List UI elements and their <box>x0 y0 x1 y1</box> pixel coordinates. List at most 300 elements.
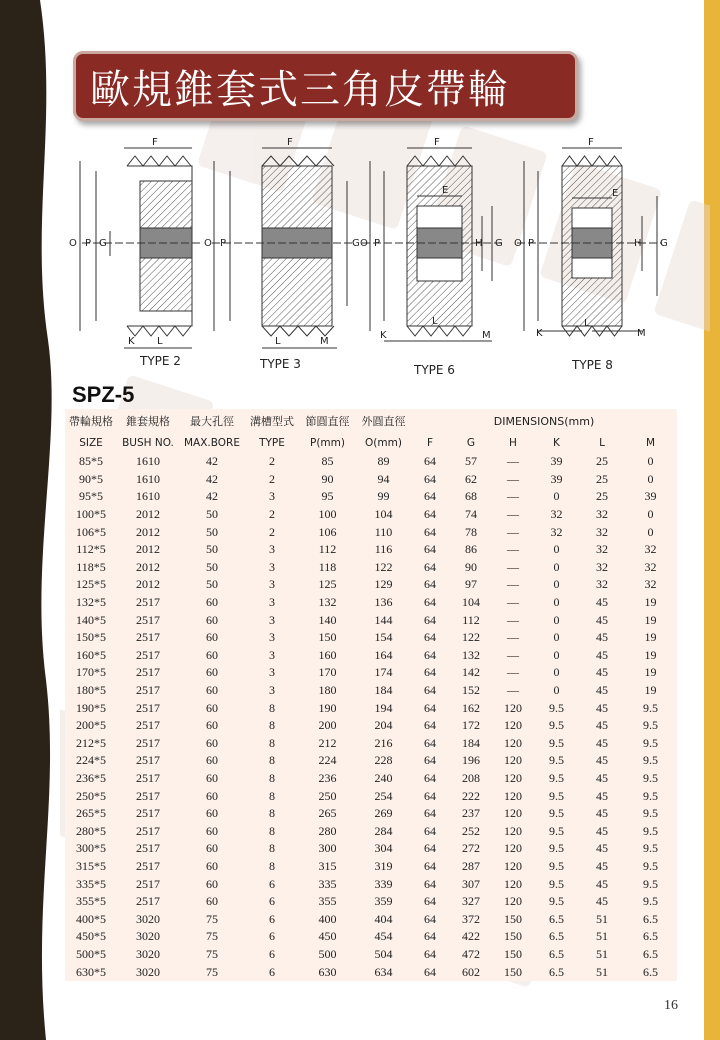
svg-text:K: K <box>380 330 387 341</box>
table-cell: 32 <box>644 559 657 574</box>
table-cell: 125*5 <box>76 577 106 592</box>
table-cell: 112 <box>462 612 480 627</box>
table-cell: 64 <box>424 858 436 873</box>
table-cell: 2517 <box>136 894 160 909</box>
table-cell: 224*5 <box>76 753 106 768</box>
svg-text:F: F <box>287 137 293 148</box>
table-cell: 9.5 <box>643 858 658 873</box>
table-cell: 51 <box>596 929 608 944</box>
table-cell: 75 <box>206 929 218 944</box>
table-cell: 0 <box>553 559 560 574</box>
table-cell: 45 <box>596 823 608 838</box>
table-cell: 9.5 <box>549 806 564 821</box>
spec-table <box>65 409 677 981</box>
table-cell: 2517 <box>136 858 160 873</box>
table-cell: 9.5 <box>549 718 564 733</box>
table-cell: 265 <box>318 806 337 821</box>
svg-text:O: O <box>360 238 368 249</box>
table-cell: — <box>507 489 519 504</box>
table-cell: 120 <box>504 770 522 785</box>
table-cell: 120 <box>504 823 522 838</box>
table-cell: 60 <box>206 630 218 645</box>
table-cell: 64 <box>424 647 436 662</box>
table-cell: 327 <box>462 894 480 909</box>
table-cell: 85*5 <box>79 454 103 469</box>
table-cell: 307 <box>462 876 480 891</box>
table-cell: 1610 <box>136 471 160 486</box>
table-cell: 45 <box>596 595 608 610</box>
table-cell: 60 <box>206 894 218 909</box>
table-cell: 162 <box>462 700 480 715</box>
table-cell: 8 <box>269 858 275 873</box>
table-cell: 359 <box>374 894 393 909</box>
table-cell: 9.5 <box>549 876 564 891</box>
table-cell: 64 <box>424 911 436 926</box>
table-cell: 120 <box>504 876 522 891</box>
table-row <box>65 805 677 823</box>
svg-text:L: L <box>584 318 590 329</box>
table-cell: 0 <box>553 595 560 610</box>
table-cell: 120 <box>504 841 522 856</box>
table-cell: 9.5 <box>549 735 564 750</box>
table-cell: 0 <box>553 612 560 627</box>
table-cell: 0 <box>553 665 560 680</box>
table-cell: 45 <box>596 788 608 803</box>
table-row <box>65 647 677 665</box>
table-row <box>65 910 677 928</box>
table-cell: 454 <box>374 929 393 944</box>
table-cell: 32 <box>644 577 657 592</box>
table-cell: 190*5 <box>76 700 106 715</box>
table-cell: 315*5 <box>76 858 106 873</box>
column-header: O(mm) <box>365 437 402 449</box>
page-number: 16 <box>664 998 678 1013</box>
table-cell: 120 <box>504 894 522 909</box>
table-cell: 150 <box>504 964 522 979</box>
svg-text:L: L <box>432 316 438 327</box>
table-cell: 120 <box>504 806 522 821</box>
table-cell: 60 <box>206 718 218 733</box>
table-cell: 184 <box>462 735 480 750</box>
table-row <box>65 717 677 735</box>
table-cell: 42 <box>206 489 218 504</box>
table-row <box>65 752 677 770</box>
table-cell: 32 <box>550 507 563 522</box>
table-cell: 8 <box>269 753 275 768</box>
table-cell: 8 <box>269 841 275 856</box>
table-cell: 9.5 <box>549 770 564 785</box>
table-cell: 64 <box>424 753 436 768</box>
table-cell: 118 <box>318 559 337 574</box>
table-cell: 60 <box>206 876 218 891</box>
table-cell: 500 <box>318 946 337 961</box>
table-cell: 45 <box>596 700 608 715</box>
table-cell: 222 <box>462 788 480 803</box>
table-row <box>65 963 677 981</box>
table-cell: 355*5 <box>76 894 106 909</box>
table-cell: 2517 <box>136 735 160 750</box>
type-3-drawing <box>212 148 352 348</box>
table-cell: 272 <box>462 841 480 856</box>
table-cell: 339 <box>374 876 393 891</box>
svg-text:F: F <box>434 137 440 148</box>
table-row <box>65 893 677 911</box>
table-cell: 152 <box>462 683 480 698</box>
table-cell: 64 <box>424 841 436 856</box>
table-cell: — <box>507 612 519 627</box>
table-cell: 9.5 <box>549 894 564 909</box>
table-cell: 0 <box>553 489 560 504</box>
table-cell: 3 <box>269 559 275 574</box>
table-cell: 6.5 <box>643 911 658 926</box>
column-header: BUSH NO. <box>122 437 174 449</box>
table-cell: 3 <box>269 595 275 610</box>
table-cell: 57 <box>465 454 477 469</box>
table-cell: 45 <box>596 894 608 909</box>
type-labels <box>139 354 613 377</box>
table-cell: 602 <box>462 964 480 979</box>
table-cell: 254 <box>374 788 393 803</box>
table-cell: 240 <box>374 770 393 785</box>
table-cell: 39 <box>644 489 657 504</box>
table-cell: 150*5 <box>76 630 106 645</box>
table-cell: 8 <box>269 806 275 821</box>
table-cell: 89 <box>377 454 390 469</box>
table-cell: 42 <box>206 471 218 486</box>
table-cell: 8 <box>269 700 275 715</box>
table-cell: 6.5 <box>549 929 564 944</box>
table-cell: 9.5 <box>549 858 564 873</box>
table-cell: 164 <box>374 647 393 662</box>
table-cell: 6 <box>269 964 275 979</box>
table-cell: 2517 <box>136 700 160 715</box>
column-header: M <box>645 437 656 449</box>
table-cell: 9.5 <box>643 718 658 733</box>
table-cell: 68 <box>465 489 477 504</box>
spec-table-body <box>65 453 677 981</box>
table-cell: 9.5 <box>549 823 564 838</box>
table-cell: 154 <box>374 630 393 645</box>
type-6-label: TYPE 6 <box>414 363 455 377</box>
table-cell: 0 <box>647 524 654 539</box>
table-cell: 3 <box>269 489 275 504</box>
table-cell: — <box>507 665 519 680</box>
table-cell: 212*5 <box>76 735 106 750</box>
table-cell: 60 <box>206 770 218 785</box>
pulley-diagrams <box>62 136 682 386</box>
table-cell: 64 <box>424 630 436 645</box>
table-cell: 25 <box>596 489 608 504</box>
table-row <box>65 858 677 876</box>
table-cell: 2012 <box>136 559 160 574</box>
table-cell: 2517 <box>136 770 160 785</box>
model-heading: SPZ-5 <box>72 382 135 407</box>
table-cell: 50 <box>206 577 218 592</box>
svg-text:E: E <box>442 185 449 196</box>
table-cell: 120 <box>504 718 522 733</box>
table-cell: 64 <box>424 595 436 610</box>
table-cell: 500*5 <box>76 946 106 961</box>
table-cell: 9.5 <box>643 788 658 803</box>
table-cell: 8 <box>269 788 275 803</box>
table-cell: 280 <box>318 823 337 838</box>
svg-text:M: M <box>637 328 646 339</box>
table-cell: 9.5 <box>643 806 658 821</box>
table-cell: 150 <box>318 630 337 645</box>
table-cell: 60 <box>206 823 218 838</box>
column-header: G <box>466 437 476 449</box>
table-cell: 190 <box>318 700 337 715</box>
table-cell: 9.5 <box>643 700 658 715</box>
table-cell: 25 <box>596 471 608 486</box>
table-cell: 19 <box>644 665 657 680</box>
table-cell: 1610 <box>136 489 160 504</box>
svg-text:G: G <box>352 238 360 249</box>
table-cell: 64 <box>424 894 436 909</box>
table-cell: 64 <box>424 806 436 821</box>
table-cell: 122 <box>462 630 480 645</box>
table-cell: 64 <box>424 823 436 838</box>
table-cell: 0 <box>647 454 654 469</box>
table-cell: 19 <box>644 595 657 610</box>
svg-text:H: H <box>475 238 483 249</box>
table-cell: 39 <box>550 454 563 469</box>
svg-text:G: G <box>660 238 668 249</box>
table-cell: 250*5 <box>76 788 106 803</box>
table-cell: 64 <box>424 524 436 539</box>
table-cell: 64 <box>424 946 436 961</box>
table-cell: 0 <box>553 630 560 645</box>
table-row <box>65 576 677 594</box>
table-row <box>65 523 677 541</box>
table-row <box>65 946 677 964</box>
svg-text:O: O <box>69 238 77 249</box>
header-cn-type: 溝槽型式 <box>250 415 294 428</box>
table-cell: 94 <box>377 471 390 486</box>
table-cell: 144 <box>374 612 393 627</box>
table-cell: 106 <box>318 524 337 539</box>
table-cell: 64 <box>424 454 436 469</box>
table-cell: 45 <box>596 753 608 768</box>
table-cell: 180 <box>318 683 337 698</box>
table-cell: — <box>507 507 519 522</box>
table-cell: 60 <box>206 612 218 627</box>
svg-text:H: H <box>634 238 642 249</box>
right-decorative-band <box>704 0 720 1040</box>
table-cell: 112 <box>318 542 337 557</box>
table-cell: — <box>507 595 519 610</box>
table-cell: 45 <box>596 770 608 785</box>
table-cell: 287 <box>462 858 480 873</box>
table-cell: 45 <box>596 665 608 680</box>
table-cell: 60 <box>206 665 218 680</box>
column-header: TYPE <box>259 437 285 449</box>
table-cell: 19 <box>644 647 657 662</box>
table-cell: 45 <box>596 806 608 821</box>
table-cell: 9.5 <box>643 753 658 768</box>
table-row <box>65 629 677 647</box>
table-cell: 50 <box>206 507 218 522</box>
table-cell: 32 <box>550 524 563 539</box>
table-cell: 2517 <box>136 630 160 645</box>
table-cell: 142 <box>462 665 480 680</box>
title-banner <box>73 51 578 121</box>
table-cell: 9.5 <box>549 841 564 856</box>
table-cell: 51 <box>596 964 608 979</box>
table-row <box>65 471 677 489</box>
table-cell: 3020 <box>136 929 160 944</box>
table-cell: 140*5 <box>76 612 106 627</box>
table-cell: 116 <box>374 542 393 557</box>
table-cell: 160 <box>318 647 337 662</box>
table-cell: 95*5 <box>79 489 103 504</box>
table-cell: 2517 <box>136 595 160 610</box>
table-cell: 132 <box>462 647 480 662</box>
table-cell: 9.5 <box>643 841 658 856</box>
table-cell: 125 <box>318 577 337 592</box>
table-cell: 2 <box>269 524 275 539</box>
table-cell: 194 <box>374 700 393 715</box>
table-row <box>65 453 677 471</box>
table-cell: 106*5 <box>76 524 106 539</box>
table-row <box>65 488 677 506</box>
column-header: K <box>553 437 560 449</box>
table-cell: 2012 <box>136 577 160 592</box>
table-cell: 2 <box>269 471 275 486</box>
table-row <box>65 506 677 524</box>
svg-text:L: L <box>157 336 163 347</box>
header-cn-size: 帶輪規格 <box>69 415 113 428</box>
table-cell: 51 <box>596 911 608 926</box>
table-cell: 45 <box>596 683 608 698</box>
table-cell: 90 <box>465 559 477 574</box>
svg-text:K: K <box>128 336 135 347</box>
table-cell: 90 <box>321 471 334 486</box>
table-cell: 250 <box>318 788 337 803</box>
table-cell: 64 <box>424 735 436 750</box>
table-cell: 315 <box>318 858 337 873</box>
table-cell: 9.5 <box>643 894 658 909</box>
table-cell: 60 <box>206 735 218 750</box>
table-row <box>65 770 677 788</box>
table-cell: 60 <box>206 858 218 873</box>
table-row <box>65 840 677 858</box>
column-header: P(mm) <box>310 437 345 449</box>
table-cell: 0 <box>553 542 560 557</box>
svg-text:L: L <box>275 336 281 347</box>
table-cell: 150 <box>504 929 522 944</box>
table-cell: 32 <box>596 559 608 574</box>
table-cell: 32 <box>596 577 608 592</box>
svg-text:M: M <box>320 336 329 347</box>
column-header: L <box>599 437 605 449</box>
table-cell: 6.5 <box>643 946 658 961</box>
spec-table-container <box>65 409 677 981</box>
table-cell: 150 <box>504 911 522 926</box>
table-cell: 174 <box>374 665 393 680</box>
table-cell: 51 <box>596 946 608 961</box>
table-cell: 120 <box>504 858 522 873</box>
table-cell: 120 <box>504 753 522 768</box>
table-cell: 60 <box>206 700 218 715</box>
table-cell: 129 <box>374 577 393 592</box>
table-cell: 64 <box>424 489 436 504</box>
table-row <box>65 541 677 559</box>
table-cell: 172 <box>462 718 480 733</box>
table-cell: 8 <box>269 718 275 733</box>
table-cell: 100 <box>318 507 337 522</box>
table-cell: 132 <box>318 595 337 610</box>
table-cell: 2012 <box>136 507 160 522</box>
table-cell: 32 <box>596 542 608 557</box>
table-cell: — <box>507 630 519 645</box>
table-cell: 212 <box>318 735 337 750</box>
svg-text:G: G <box>99 238 107 249</box>
table-cell: 60 <box>206 647 218 662</box>
table-cell: 2517 <box>136 753 160 768</box>
table-cell: 118*5 <box>76 559 106 574</box>
svg-text:M: M <box>482 330 491 341</box>
svg-text:E: E <box>612 188 619 199</box>
header-dimensions: DIMENSIONS(mm) <box>493 414 595 428</box>
svg-text:F: F <box>588 137 594 148</box>
table-cell: 112*5 <box>76 542 106 557</box>
svg-text:P: P <box>528 238 535 249</box>
table-cell: 64 <box>424 542 436 557</box>
table-cell: — <box>507 542 519 557</box>
table-cell: 630*5 <box>76 964 106 979</box>
header-cn-pitch: 節圓直徑 <box>305 415 350 428</box>
table-cell: 64 <box>424 577 436 592</box>
table-cell: 6 <box>269 876 275 891</box>
table-cell: 160*5 <box>76 647 106 662</box>
table-cell: 3 <box>269 542 275 557</box>
svg-text:O: O <box>204 238 212 249</box>
table-cell: 64 <box>424 507 436 522</box>
table-row <box>65 699 677 717</box>
table-cell: 2517 <box>136 788 160 803</box>
table-cell: 64 <box>424 700 436 715</box>
table-cell: 120 <box>504 735 522 750</box>
table-cell: 2517 <box>136 806 160 821</box>
table-cell: 45 <box>596 647 608 662</box>
table-cell: 2517 <box>136 841 160 856</box>
table-cell: 196 <box>462 753 480 768</box>
table-cell: 404 <box>374 911 393 926</box>
table-cell: 64 <box>424 683 436 698</box>
table-cell: 0 <box>553 577 560 592</box>
table-cell: 2 <box>269 454 275 469</box>
table-cell: 110 <box>374 524 393 539</box>
table-cell: 504 <box>374 946 393 961</box>
table-cell: 32 <box>596 524 608 539</box>
column-header: MAX.BORE <box>184 437 240 449</box>
table-cell: 50 <box>206 542 218 557</box>
table-cell: 355 <box>318 894 337 909</box>
table-cell: 280*5 <box>76 823 106 838</box>
table-cell: 150 <box>504 946 522 961</box>
table-cell: 8 <box>269 735 275 750</box>
table-row <box>65 787 677 805</box>
table-cell: 75 <box>206 964 218 979</box>
table-cell: 335*5 <box>76 876 106 891</box>
table-row <box>65 928 677 946</box>
table-cell: 100*5 <box>76 507 106 522</box>
table-row <box>65 682 677 700</box>
table-cell: 64 <box>424 876 436 891</box>
table-cell: 400*5 <box>76 911 106 926</box>
table-cell: 304 <box>374 841 393 856</box>
